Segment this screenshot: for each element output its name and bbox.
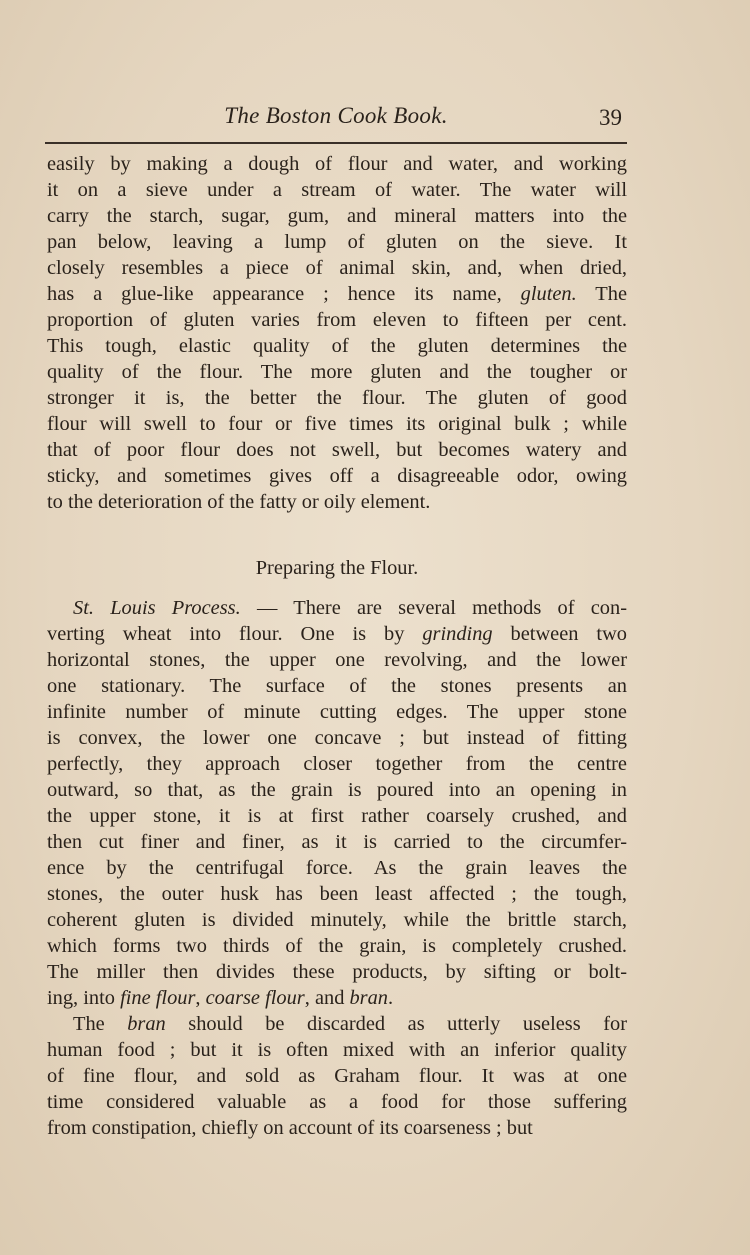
text-segment: of fine flour, and sold as Graham flour. It was at one — [47, 1065, 627, 1087]
text-segment: which forms two thirds of the grain, is completely crushed. — [47, 935, 627, 957]
header-rule — [45, 142, 627, 144]
text-segment: quality of the flour. The more gluten and the tougher or — [47, 361, 627, 383]
text-segment: to the deterioration of the fatty or oily element. — [47, 491, 431, 513]
text-line — [47, 1063, 627, 1089]
text-line — [47, 673, 627, 699]
text-segment: This tough, elastic quality of the gluten determines the — [47, 335, 627, 357]
text-segment: The — [73, 1013, 128, 1035]
paragraph — [47, 595, 627, 1011]
page-number: 39 — [599, 105, 622, 130]
text-line — [47, 1089, 627, 1115]
text-line — [47, 177, 627, 203]
text-segment: stronger it is, the better the flour. The gluten of good — [47, 387, 627, 409]
text-segment: perfectly, they approach closer together from the centre — [47, 753, 627, 775]
text-line — [47, 803, 627, 829]
text-line — [47, 411, 627, 437]
text-segment: has a glue-like appearance ; hence its name, — [47, 283, 521, 305]
text-segment: , and — [304, 987, 350, 1009]
text-segment: pan below, leaving a lump of gluten on the sieve. It — [47, 231, 627, 253]
text-segment: infinite number of minute cutting edges. The upper stone — [47, 701, 627, 723]
italic-text: bran — [127, 1013, 166, 1035]
section-heading: Preparing the Flour. — [255, 557, 419, 579]
text-line — [47, 437, 627, 463]
text-segment: should be discarded as utterly useless for — [165, 1013, 627, 1035]
text-line — [47, 881, 627, 907]
text-line — [47, 151, 627, 177]
text-line — [47, 933, 627, 959]
text-segment: easily by making a dough of flour and water, and working — [47, 153, 627, 175]
text-segment: from constipation, chiefly on account of its coarseness ; but — [47, 1117, 533, 1139]
text-line — [47, 647, 627, 673]
text-line — [47, 333, 627, 359]
text-line — [47, 281, 627, 307]
text-line — [47, 595, 627, 621]
page-body — [47, 151, 627, 1141]
text-line — [47, 307, 627, 333]
text-line — [47, 751, 627, 777]
text-segment: . — [388, 987, 394, 1009]
text-segment: ence by the centrifugal force. As the grain leaves the — [47, 857, 627, 879]
paragraph — [47, 151, 627, 515]
text-segment: it on a sieve under a stream of water. The water will — [47, 179, 627, 201]
text-segment: carry the starch, sugar, gum, and mineral matters into the — [47, 205, 627, 227]
text-line — [47, 725, 627, 751]
text-segment: closely resembles a piece of animal skin, and, when dried, — [47, 257, 627, 279]
text-segment: time considered valuable as a food for those suffering — [47, 1091, 627, 1113]
text-line — [47, 385, 627, 411]
text-segment: The miller then divides these products, by sifting or bolt- — [47, 961, 627, 983]
italic-text: coarse flour — [205, 987, 305, 1009]
text-segment: , — [195, 987, 206, 1009]
text-line — [47, 229, 627, 255]
text-segment: the upper stone, it is at first rather coarsely crushed, and — [47, 805, 627, 827]
italic-text: gluten. — [520, 283, 577, 305]
text-segment: verting wheat into flour. One is by — [47, 623, 423, 645]
text-line — [47, 777, 627, 803]
text-segment: horizontal stones, the upper one revolving, and the lower — [47, 649, 627, 671]
text-segment: — There are several methods of con- — [240, 597, 627, 619]
text-line — [47, 699, 627, 725]
text-segment: The — [576, 283, 627, 305]
running-title: The Boston Cook Book. — [224, 103, 448, 128]
text-line — [47, 959, 627, 985]
text-line — [47, 359, 627, 385]
text-segment: human food ; but it is often mixed with an inferior quality — [47, 1039, 627, 1061]
italic-text: St. Louis Process. — [73, 597, 241, 619]
text-line — [47, 1115, 627, 1141]
text-line — [47, 855, 627, 881]
text-segment: flour will swell to four or five times its original bulk ; while — [47, 413, 627, 435]
text-segment: sticky, and sometimes gives off a disagreeable odor, owing — [47, 465, 627, 487]
paragraph — [47, 1011, 627, 1141]
text-line — [47, 985, 627, 1011]
text-segment: stones, the outer husk has been least affected ; the tough, — [47, 883, 627, 905]
text-segment: is convex, the lower one concave ; but instead of fitting — [47, 727, 627, 749]
italic-text: bran — [349, 987, 389, 1009]
text-line — [47, 463, 627, 489]
text-line — [47, 489, 627, 515]
text-segment: one stationary. The surface of the stones presents an — [47, 675, 627, 697]
text-line — [47, 621, 627, 647]
text-segment: that of poor flour does not swell, but becomes watery and — [47, 439, 627, 461]
text-line — [47, 1037, 627, 1063]
text-line — [47, 829, 627, 855]
text-segment: coherent gluten is divided minutely, while the brittle starch, — [47, 909, 627, 931]
text-segment: then cut finer and finer, as it is carried to the circumfer- — [47, 831, 627, 853]
text-segment: ing, into — [47, 987, 121, 1009]
text-line — [47, 1011, 627, 1037]
text-segment: outward, so that, as the grain is poured into an opening in — [47, 779, 627, 801]
page-header — [47, 103, 625, 137]
text-segment: between two — [492, 623, 627, 645]
text-line — [47, 203, 627, 229]
italic-text: fine flour — [120, 987, 196, 1009]
text-line — [47, 907, 627, 933]
text-segment: proportion of gluten varies from eleven to fifteen per cent. — [47, 309, 627, 331]
text-line — [47, 255, 627, 281]
italic-text: grinding — [422, 623, 493, 645]
